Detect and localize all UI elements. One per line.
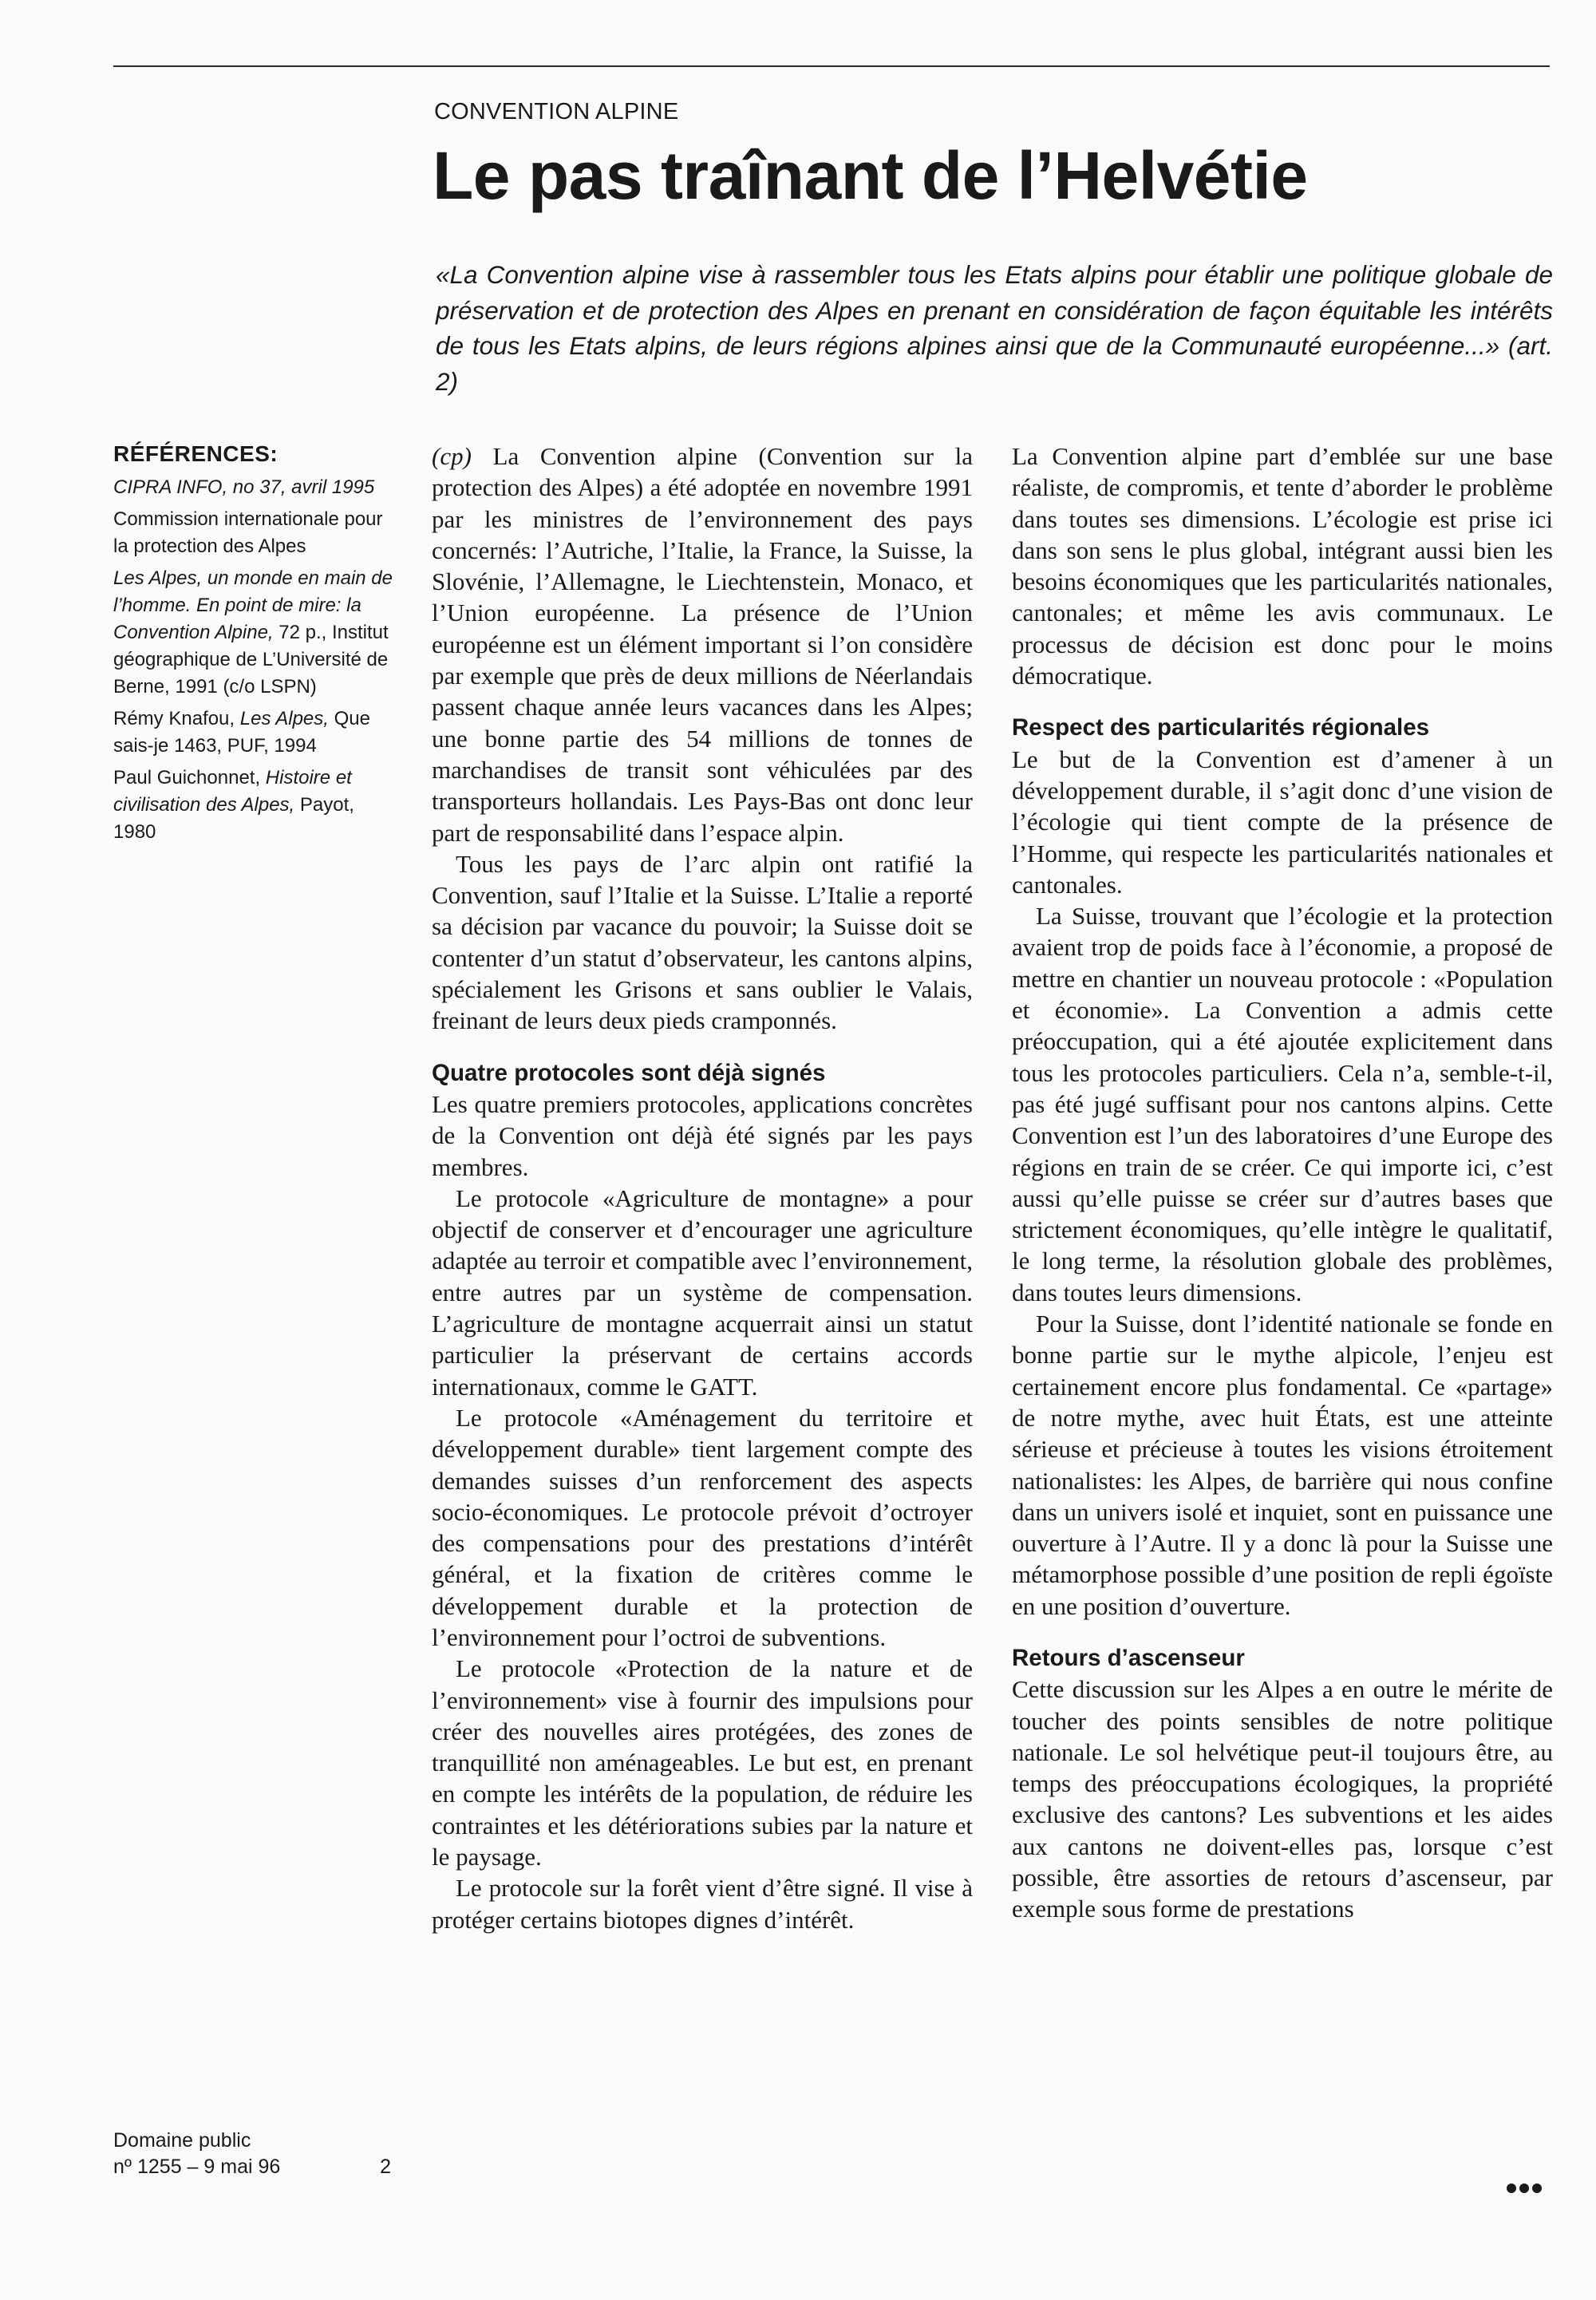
subheading: Retours d’ascenseur — [1012, 1644, 1245, 1671]
article-title: Le pas traînant de l’Helvétie — [433, 138, 1308, 213]
references-title: RÉFÉRENCES: — [113, 441, 279, 466]
paragraph: La Suisse, trouvant que l’écologie et la protection avaient trop de poids face à l’économie, a proposé de mettre en chantier un nouveau protocole : «Population et économie». La Convention a admis cette préoccupation, qui a été ajoutée explicitement dans tous les protocoles particuliers. Cela n’a, semble-t-il, pas été jugé suffisant pour nos cantons alpins. Cette Convention est l’un des laboratoires d’une Europe des régions en train de se créer. Ce qui importe ici, c’est aussi qu’elle puisse se créer sur d’autres bases que strictement économiques, qu’elle intègre le qualitatif, le long terme, la résolution globale des problèmes, dans toutes leurs dimensions. — [1012, 902, 1553, 1306]
paragraph: Le protocole sur la forêt vient d’être signé. Il vise à protéger certains biotopes dignes d’intérêt. — [432, 1874, 973, 1934]
dot-icon — [1507, 2183, 1516, 2193]
dot-icon — [1532, 2183, 1542, 2193]
continued-marker-icon — [1507, 2183, 1542, 2193]
dot-icon — [1519, 2183, 1529, 2193]
paragraph: Le protocole «Protection de la nature et de l’environnement» vise à fournir des impulsions pour créer des nouvelles aires protégées, des zones de tranquillité non aménageables. Le but est, en prenant en compte les intérêts de la population, de réduire les contraintes et les détériorations subies par la nature et le paysage. — [432, 1654, 973, 1871]
paragraph: Les quatre premiers protocoles, applications concrètes de la Convention ont déjà été signés par les pays membres. — [432, 1089, 973, 1181]
article-column-2 — [1012, 441, 1553, 1925]
reference-title: Les Alpes, — [239, 708, 329, 729]
reference-text: CIPRA INFO, no 37, avril 1995 — [113, 476, 375, 498]
page-number: 2 — [380, 2156, 391, 2178]
reference-author: Paul Guichonnet, — [113, 767, 266, 788]
paragraph: Pour la Suisse, dont l’identité nationale se fonde en bonne partie sur le mythe alpicole, l’enjeu est certainement encore plus fondamental. Ce «partage» de notre mythe, avec huit États, est une atteinte sérieuse et précieuse à toutes les visions étroitement nationalistes: les Alpes, de barrière qui nous confine dans un univers isolé et inquiet, sont en puissance une ouverture à l’Autre. Il y a donc là pour la Suisse une métamorphose possible d’une position de repli égoïste en une position d’ouverture. — [1012, 1310, 1553, 1620]
references-sidebar — [113, 441, 394, 851]
reference-author: Rémy Knafou, — [113, 708, 240, 729]
page-footer — [113, 2128, 394, 2180]
subheading: Respect des particularités régionales — [1012, 714, 1430, 741]
paragraph: Le but de la Convention est d’amener à un développement durable, il s’agit donc d’une vision de l’écologie qui tient compte de la présence de l’Homme, qui respecte les particularités nationales et cantonales. — [1012, 745, 1553, 899]
issue-info: nº 1255 – 9 mai 96 — [113, 2156, 281, 2178]
subheading: Quatre protocoles sont déjà signés — [432, 1059, 826, 1086]
reference-details: Payot, 1980 — [113, 794, 354, 843]
reference-details: Que sais-je 1463, PUF, 1994 — [113, 708, 370, 757]
paragraph: Tous les pays de l’arc alpin ont ratifié la Convention, sauf l’Italie et la Suisse. L’Italie a reporté sa décision par vacance du pouvoir; la Suisse doit se contenter d’un statut d’observateur, les cantons alpins, spécialement les Grisons et sans oublier le Valais, freinant de leurs deux pieds cramponnés. — [432, 849, 973, 1035]
paragraph: (cp) La Convention alpine (Convention sur la protection des Alpes) a été adoptée en novembre 1991 par les ministres de l’environnement des pays concernés: l’Autriche, l’Italie, la France, la Suisse, la Slovénie, l’Allemagne, le Liechtenstein, Monaco, et l’Union européenne. La présence de l’Union européenne est un élément important si l’on considère par exemple que près de deux millions de Néerlandais passent chaque année leurs vacances dans les Alpes; une bonne partie des 54 millions de tonnes de marchandises de transit sont véhiculées par des transporteurs hollandais. Les Pays-Bas ont donc leur part de responsabilité dans l’espace alpin. — [432, 442, 973, 847]
reference-item: Commission internationale pour la protection des Alpes — [113, 508, 383, 557]
reference-title: Histoire et civilisation des Alpes, — [113, 767, 352, 816]
article-column-1 — [432, 441, 973, 1935]
article-lead-quote: «La Convention alpine vise à rassembler tous les Etats alpins pour établir une politique globale de préservation et de protection des Alpes en prenant en considération de façon équitable les intérêts de tous les Etats alpins, de leurs régions alpines ainsi que de la Communauté européenne...» (art. 2) — [436, 260, 1553, 396]
author-initials: (cp) — [432, 442, 472, 470]
reference-title: Les Alpes, un monde en main de l’homme. En point de mire: la Convention Alpine, — [113, 567, 393, 643]
reference-item — [113, 474, 394, 501]
top-rule — [113, 65, 1550, 67]
reference-item — [113, 565, 394, 701]
reference-item — [113, 765, 394, 846]
paragraph: Cette discussion sur les Alpes a en outre le mérite de toucher des points sensibles de notre politique nationale. Le sol helvétique peut-il toujours être, au temps des préoccupations écologiques, la propriété exclusive des cantons? Les subventions et les aides aux cantons ne doivent-elles pas, lorsque c’est possible, être assorties de retours d’ascenseur, par exemple sous forme de prestations — [1012, 1675, 1553, 1923]
reference-details: 72 p., Institut géographique de L’Université de Berne, 1991 (c/o LSPN) — [113, 622, 389, 698]
publication-name: Domaine public — [113, 2129, 251, 2152]
paragraph: Le protocole «Agriculture de montagne» a pour objectif de conserver et d’encourager une agriculture adaptée au terroir et compatible avec l’environnement, entre autres par un système de compensation. L’agriculture de montagne acquerrait ainsi un statut particulier la préservant de certains accords internationaux, comme le GATT. — [432, 1184, 973, 1401]
paragraph: Le protocole «Aménagement du territoire et développement durable» tient largement compte des demandes suisses d’un renforcement des aspects socio-économiques. Le protocole prévoit d’octroyer des compensations pour des prestations d’intérêt général, et la fixation de critères comme le développement durable et la protection de l’environnement pour l’octroi de subventions. — [432, 1403, 973, 1651]
paragraph: La Convention alpine part d’emblée sur une base réaliste, de compromis, et tente d’aborder le problème dans toutes ses dimensions. L’écologie est prise ici dans son sens le plus global, intégrant aussi bien les besoins économiques que les particularités nationales, cantonales; et même les avis communaux. Le processus de décision est donc pour le moins démocratique. — [1012, 442, 1553, 690]
section-kicker: CONVENTION ALPINE — [434, 99, 679, 124]
reference-item — [113, 705, 394, 760]
